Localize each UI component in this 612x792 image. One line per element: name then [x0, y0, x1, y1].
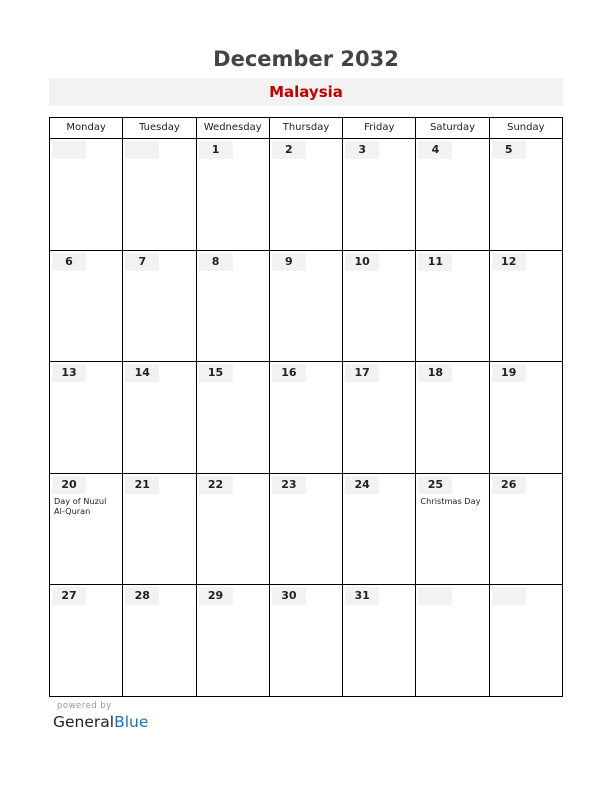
day-cell [490, 474, 563, 586]
day-number [492, 587, 526, 605]
day-cell [270, 362, 343, 474]
day-number: 17 [345, 364, 379, 382]
weekday-header-sunday: Sunday [490, 118, 563, 139]
day-cell [270, 251, 343, 363]
day-number: 31 [345, 587, 379, 605]
day-number: 27 [52, 587, 86, 605]
day-number: 6 [52, 253, 86, 271]
day-number: 9 [272, 253, 306, 271]
brand-general-text: General [53, 713, 115, 731]
brand-blue-text: Blue [114, 713, 149, 731]
day-cell [123, 474, 196, 586]
day-number: 12 [492, 253, 526, 271]
day-number: 21 [125, 476, 159, 494]
day-cell [197, 362, 270, 474]
day-number: 10 [345, 253, 379, 271]
day-number: 1 [199, 141, 233, 159]
day-number: 16 [272, 364, 306, 382]
day-cell [123, 362, 196, 474]
day-number: 13 [52, 364, 86, 382]
day-cell [416, 474, 489, 586]
day-cell [197, 585, 270, 697]
day-cell [123, 585, 196, 697]
day-cell [197, 139, 270, 251]
day-number: 3 [345, 141, 379, 159]
day-number: 7 [125, 253, 159, 271]
day-cell [343, 251, 416, 363]
day-cell [50, 139, 123, 251]
day-number: 28 [125, 587, 159, 605]
day-cell [50, 474, 123, 586]
day-number: 25 [418, 476, 452, 494]
day-cell [490, 362, 563, 474]
brand-logo [53, 713, 148, 731]
day-cell [343, 585, 416, 697]
day-cell [416, 251, 489, 363]
country-band [49, 78, 563, 106]
day-number [125, 141, 159, 159]
weekday-header-thursday: Thursday [270, 118, 343, 139]
day-number: 15 [199, 364, 233, 382]
day-number: 22 [199, 476, 233, 494]
holiday-label: Day of Nuzul Al-Quran [54, 495, 107, 516]
page-title: December 2032 [213, 47, 399, 71]
powered-by-label: powered by [57, 701, 112, 711]
day-cell [343, 362, 416, 474]
day-number: 14 [125, 364, 159, 382]
day-cell [123, 251, 196, 363]
day-number: 11 [418, 253, 452, 271]
day-number: 5 [492, 141, 526, 159]
day-cell [343, 139, 416, 251]
day-cell [197, 474, 270, 586]
day-cell [490, 585, 563, 697]
day-number: 23 [272, 476, 306, 494]
day-number: 2 [272, 141, 306, 159]
day-cell [343, 474, 416, 586]
day-number [418, 587, 452, 605]
day-cell [490, 139, 563, 251]
day-cell [50, 251, 123, 363]
weekday-header-tuesday: Tuesday [123, 118, 196, 139]
day-number: 20 [52, 476, 86, 494]
weekday-header-friday: Friday [343, 118, 416, 139]
day-cell [270, 585, 343, 697]
weekday-header-wednesday: Wednesday [197, 118, 270, 139]
day-cell [416, 362, 489, 474]
day-number: 18 [418, 364, 452, 382]
day-number: 4 [418, 141, 452, 159]
day-number: 24 [345, 476, 379, 494]
country-name: Malaysia [269, 83, 343, 101]
day-number: 19 [492, 364, 526, 382]
day-cell [270, 474, 343, 586]
day-cell [123, 139, 196, 251]
day-number: 8 [199, 253, 233, 271]
day-cell [416, 139, 489, 251]
day-cell [197, 251, 270, 363]
weekday-header-monday: Monday [50, 118, 123, 139]
day-number: 29 [199, 587, 233, 605]
day-number: 26 [492, 476, 526, 494]
day-number [52, 141, 86, 159]
day-cell [270, 139, 343, 251]
weekday-header-saturday: Saturday [416, 118, 489, 139]
holiday-label: Christmas Day [420, 495, 481, 506]
day-cell [416, 585, 489, 697]
day-cell [490, 251, 563, 363]
day-number: 30 [272, 587, 306, 605]
day-cell [50, 585, 123, 697]
day-cell [50, 362, 123, 474]
calendar-grid [49, 117, 563, 697]
